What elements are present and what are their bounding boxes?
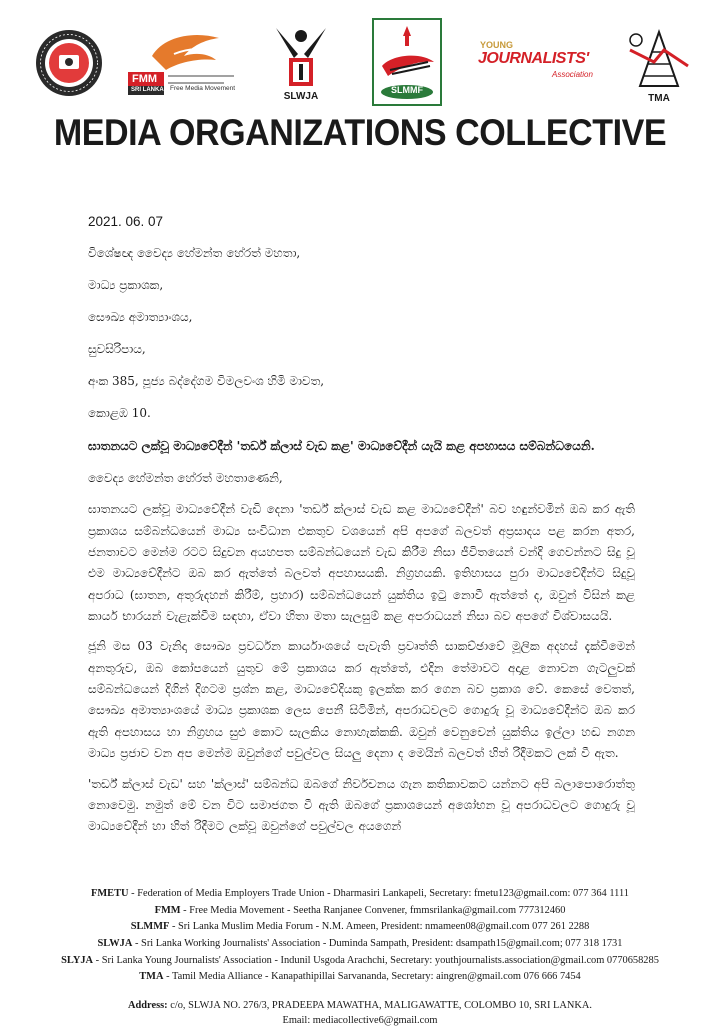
- address-line: සෞඛ්‍ය අමාත්‍යාංශය,: [88, 310, 193, 325]
- page-title: MEDIA ORGANIZATIONS COLLECTIVE: [53, 112, 667, 153]
- footer-email[interactable]: Email: mediacollective6@gmail.com: [282, 1015, 438, 1027]
- slyja-association: Association: [552, 70, 593, 79]
- slwja-logo: [272, 22, 330, 104]
- letter-body: [88, 212, 635, 847]
- fmm-abbr: FMM: [132, 73, 158, 85]
- footer-abbr: FMM: [154, 904, 181, 916]
- tma-tower-icon: [624, 26, 694, 92]
- logo-row: [0, 18, 720, 108]
- letter-subject: ඝාතනයට ලක්වූ මාධ්‍යවේදීන් 'තර්ඩ් ක්ලාස් වැඩ කළ' මාධ්‍යවේදීන් යැයි කළ අපහාසය සම්බන්ධයෙනි.: [88, 439, 595, 454]
- footer-text: - Free Media Movement - Seetha Ranjanee Convener, fmmsrilanka@gmail.com 777312460: [180, 904, 566, 916]
- letter-date: 2021. 06. 07: [88, 214, 164, 229]
- slyja-young: YOUNG: [480, 40, 514, 50]
- fmm-country: SRI LANKA: [131, 87, 164, 93]
- fmm-logo: [124, 26, 239, 98]
- slwja-label: SLWJA: [283, 91, 319, 102]
- letter-paragraph: ජූනි මස 03 වැනිදා සෞඛ්‍ය ප්‍රවර්ධන කාර්යාංශයේ පැවැති ප්‍රවෘත්ති සාකච්ඡාවේ මූලික අදහස් දැක්වීමෙන් අනතුරුව, ඔබ කෝපයෙන් යුතුව මේ ප්‍රකාශය කර ඇත්තේ, එදින තේමාවට අදාළ නොවන ගැටලුවක් සම්බන්ධයෙන් දිගින් දිගටම ප්‍රශ්න කළ, මාධ්‍යවේදියකු ඉලක්ක කර ගෙන බව ප්‍රකාශ වේ. කෙසේ වෙතත්, සෞඛ්‍ය අමාත්‍යාංශයේ මාධ්‍ය ප්‍රකාශක ලෙස පෙනී සිටිමින්, අපරාධවලට ගොදුරු වූ මාධ්‍යවේදීන්ට ඔබ කර ඇති අපහාසය හා නිග්‍රහය සුළු කොට සැලකිය නොහැක්කකි. ඔවුන් වෙනුවෙන් යුක්තිය ඉල්ලා හඬ නගන මාධ්‍ය ප්‍රජාව වන අප මෙන්ම ඔවුන්ගේ පවුල්වල සියලු දෙනා ද මෙයින් බලවත් හිත් රිදීමකට ලක් වී ඇත.: [88, 639, 635, 761]
- slmmf-logo: [372, 18, 442, 106]
- slmmf-label: SLMMF: [391, 85, 423, 95]
- footer-text: - Federation of Media Employers Trade Union - Dharmasiri Lankapeli, Secretary: fmetu123@gmail.com: 077 364 1111: [128, 888, 629, 899]
- footer-address: [0, 998, 720, 1014]
- address-label: Address:: [127, 999, 168, 1011]
- tma-logo: [624, 24, 694, 106]
- fmm-caption: Free Media Movement: [170, 85, 236, 92]
- footer-text: - Sri Lanka Young Journalists' Association - Indunil Usgoda Arachchi, Secretary: youthjournalists.association@gmail.com 0770658285: [93, 954, 659, 966]
- footer-abbr: FMETU: [91, 888, 129, 899]
- address-line: සුවසිරිපාය,: [88, 342, 146, 357]
- footer-text: - Sri Lanka Muslim Media Forum - N.M. Ameen, President: nmameen08@gmail.com 077 261 2288: [169, 921, 590, 933]
- footer: [0, 886, 720, 1030]
- fmetu-emblem-icon: [34, 28, 104, 98]
- footer-line: [0, 903, 720, 920]
- address-line: කොළඹ 10.: [88, 406, 151, 421]
- slyja-logo: [474, 40, 602, 88]
- footer-line: [0, 936, 720, 953]
- footer-line: [0, 886, 720, 903]
- slyja-journalists: JOURNALISTS': [478, 50, 589, 67]
- footer-abbr: TMA: [139, 971, 164, 983]
- letter-paragraph: 'තර්ඩ් ක්ලාස් වැඩ' සහ 'ක්ලාස්' සම්බන්ධ ඔබගේ නිර්වචනය ගැන කතිකාවකට යන්නට අපි බලාපොරොත්තු නොවෙමු. නමුත් මේ වන විට සමාජගත වී ඇති ඔබගේ ප්‍රකාශයෙන් අශෝභන වූ අපරාධවලට ගොදුරු වූ මාධ්‍යවේදීන් හා හිත් රිදීමට ලක්වූ ඔවුන්ගේ පවුල්වල අයගෙන්: [88, 776, 635, 834]
- letter-salutation: වෛද්‍ය හේමන්ත හේරත් මහතාණෙනි,: [88, 471, 283, 486]
- tma-label: TMA: [648, 93, 670, 104]
- address-line: මාධ්‍ය ප්‍රකාශක,: [88, 278, 164, 293]
- footer-abbr: SLYJA: [61, 954, 94, 966]
- footer-abbr: SLWJA: [97, 937, 133, 949]
- address-line: විශේෂඥ වෛද්‍ය හේමන්ත හේරත් මහතා,: [88, 246, 301, 261]
- footer-line: [0, 953, 720, 970]
- fmetu-logo: [34, 28, 104, 98]
- footer-text: - Sri Lanka Working Journalists' Association - Duminda Sampath, President: dsampath15@gmail.com; 077 318 1731: [132, 937, 623, 949]
- footer-abbr: SLMMF: [130, 921, 170, 933]
- letter-paragraph: ඝාතනයට ලක්වූ මාධ්‍යවේදීන් වැඩි දෙනා 'තර්ඩ් ක්ලාස් වැඩ කළ මාධ්‍යවේදීන්' බව හඳුන්වමින් ඔබ කර ඇති ප්‍රකාශය සම්බන්ධයෙන් මාධ්‍ය සංවිධාන එකතුව වශයෙන් අපි අපගේ බලවත් අප්‍රසාදය පළ කරන අතර, ජනතාවට මෙන්ම රටට සිදුවන අයහපත සම්බන්ධයෙන් වැඩ කිරීම නිසා ජීවිතයෙන් වන්දි ගෙවන්නට සිදු වූ එම මාධ්‍යවේදීන්ට ඔබ කර ඇත්තේ බලවත් අපහාසයකි. නිග්‍රහයකි. ඉතිහාසය පුරා මාධ්‍යවේදීන්ට සිදුවූ අපරාධ (ඝාතන, අතුරුදහන් කිරීම්, ප්‍රහාර) සම්බන්ධයෙන් යුක්තිය ඉටු නොවී ඇත්තේ ද, ඔවුන් විසින් කළ කාර්ය භාරයන් වැළැක්වීම සඳහා, ඒවා හිතා මතා සැලසුම් කළ අපරාධයන් නිසා බව අපගේ විශ්වාසයයි.: [88, 502, 635, 624]
- footer-line: [0, 969, 720, 986]
- footer-text: - Tamil Media Alliance - Kanapathipillai Sarvananda, Secretary: aingren@gmail.com 076 666 7454: [163, 971, 581, 983]
- slwja-emblem-icon: [272, 24, 330, 90]
- address-text: c/o, SLWJA NO. 276/3, PRADEEPA MAWATHA, MALIGAWATTE, COLOMBO 10, SRI LANKA.: [167, 999, 592, 1011]
- footer-line: [0, 919, 720, 936]
- address-line: අංක 385, පූජ්‍ය බද්දේගම විමලවංශ හිමි මාවත,: [88, 374, 325, 389]
